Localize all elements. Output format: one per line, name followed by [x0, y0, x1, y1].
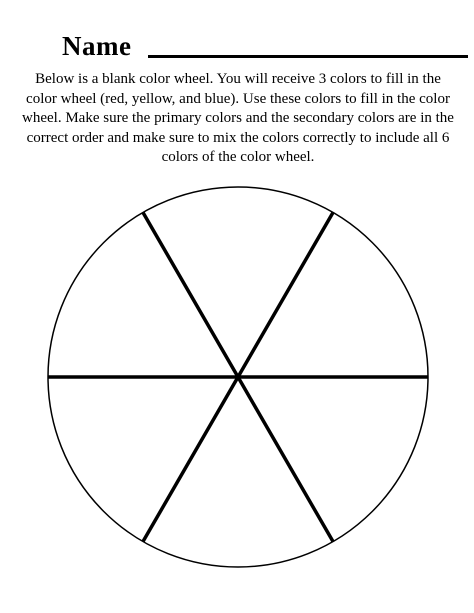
name-field — [62, 30, 412, 62]
name-blank-line — [148, 55, 468, 58]
instructions-text: Below is a blank color wheel. You will receive 3 colors to fill in the color wheel (red, yellow, and blue). Use these colors to fill in the color wheel. Make sure the primary colors and the secondary colors are in the correct order and make sure to mix the colors correctly to include all 6 colors of the color wheel. — [22, 71, 454, 165]
name-label: Name — [62, 31, 132, 61]
blank-color-wheel — [0, 170, 474, 590]
